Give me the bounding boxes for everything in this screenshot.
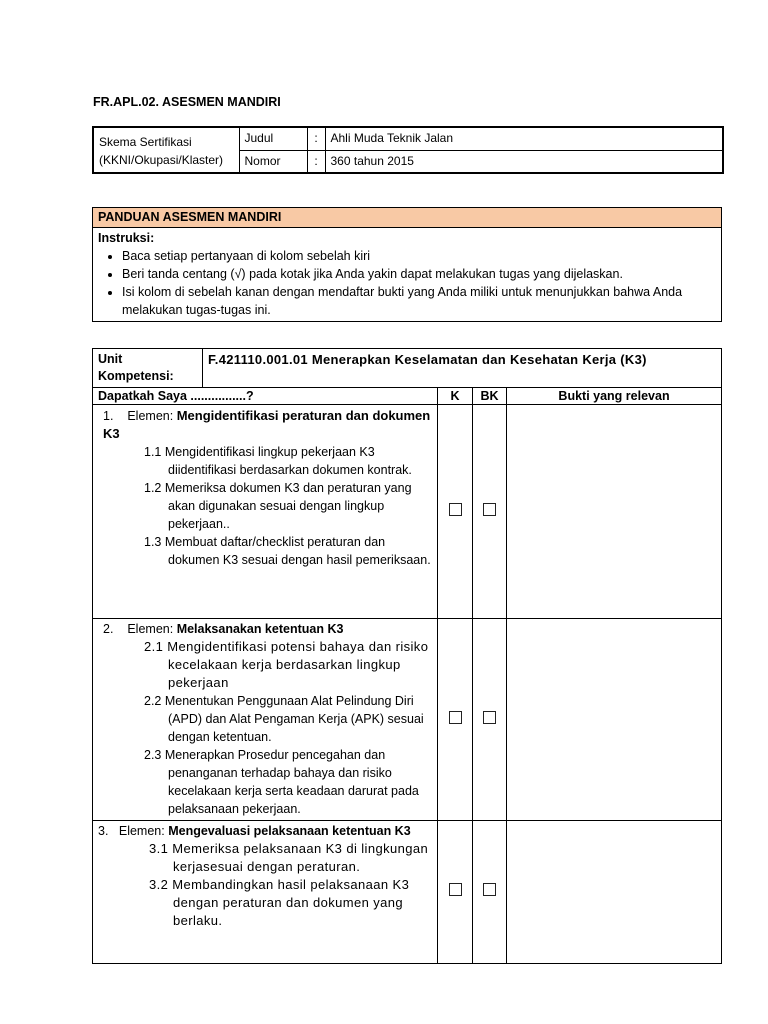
bk-checkbox[interactable]	[483, 711, 496, 724]
element-1-heading: 1. Elemen: Mengidentifikasi peraturan dan dokumen K3	[103, 408, 431, 441]
criterion-2-3: 2.3 Menerapkan Prosedur pencegahan dan penanganan terhadap bahaya dan risiko kecelakaan kerja serta keadaan darurat pada pelaksanaan pekerjaan.	[144, 748, 419, 816]
instruction-item: • Isi kolom di sebelah kanan dengan mendaftar bukti yang Anda miliki untuk menunjukkan bahwa Anda melakukan tugas-tugas ini.	[122, 283, 716, 319]
guide-table	[92, 207, 722, 322]
schema-value-judul: Ahli Muda Teknik Jalan	[325, 127, 723, 150]
instruction-label: Instruksi:	[98, 231, 155, 245]
col-k: K	[438, 388, 473, 405]
col-bk: BK	[473, 388, 507, 405]
schema-label-line2: (KKNI/Okupasi/Klaster)	[99, 153, 224, 167]
document-title: FR.APL.02. ASESMEN MANDIRI	[93, 95, 281, 109]
criterion-3-2: 3.2 Membandingkan hasil pelaksanaan K3 dengan peraturan dan dokumen yang berlaku.	[149, 877, 410, 928]
element-1	[93, 405, 438, 619]
unit-title: F.421110.001.01 Menerapkan Keselamatan dan Kesehatan Kerja (K3)	[203, 349, 722, 388]
k-cell-2	[438, 619, 473, 821]
instruction-item: • Baca setiap pertanyaan di kolom sebelah kiri	[122, 247, 716, 265]
guide-body	[93, 228, 722, 322]
bk-checkbox[interactable]	[483, 883, 496, 896]
criterion-3-1: 3.1 Memeriksa pelaksanaan K3 di lingkungan kerjasesuai dengan peraturan.	[149, 841, 429, 874]
evidence-cell-2[interactable]	[507, 619, 722, 821]
instruction-list	[98, 247, 716, 319]
criterion-1-1: 1.1 Mengidentifikasi lingkup pekerjaan K3 diidentifikasi berdasarkan dokumen kontrak.	[144, 445, 412, 477]
instruction-item: • Beri tanda centang (√) pada kotak jika Anda yakin dapat melakukan tugas yang dijelaskan.	[122, 265, 716, 283]
schema-value-nomor: 360 tahun 2015	[325, 150, 723, 173]
bk-cell-1	[473, 405, 507, 619]
schema-sep: :	[307, 127, 325, 150]
unit-label: Unit Kompetensi:	[93, 349, 203, 388]
guide-header: PANDUAN ASESMEN MANDIRI	[93, 208, 722, 228]
element-2-heading: 2. Elemen: Melaksanakan ketentuan K3	[103, 622, 344, 636]
criterion-1-3: 1.3 Membuat daftar/checklist peraturan dan dokumen K3 sesuai dengan hasil pemeriksaan.	[144, 535, 431, 567]
bk-cell-2	[473, 619, 507, 821]
col-evidence: Bukti yang relevan	[507, 388, 722, 405]
k-checkbox[interactable]	[449, 503, 462, 516]
criterion-2-2: 2.2 Menentukan Penggunaan Alat Pelindung Diri (APD) dan Alat Pengaman Kerja (APK) sesuai dengan ketentuan.	[144, 694, 424, 744]
col-question: Dapatkah Saya ................?	[93, 388, 438, 405]
schema-sep: :	[307, 150, 325, 173]
bk-cell-3	[473, 821, 507, 964]
evidence-cell-1[interactable]	[507, 405, 722, 619]
k-checkbox[interactable]	[449, 711, 462, 724]
schema-label-line1: Skema Sertifikasi	[99, 135, 192, 149]
schema-label	[93, 127, 239, 173]
element-3-heading: 3. Elemen: Mengevaluasi pelaksanaan ketentuan K3	[98, 824, 411, 838]
element-3	[93, 821, 438, 964]
bk-checkbox[interactable]	[483, 503, 496, 516]
criterion-2-1: 2.1 Mengidentifikasi potensi bahaya dan risiko kecelakaan kerja berdasarkan lingkup pekerjaan	[144, 639, 429, 690]
criterion-1-2: 1.2 Memeriksa dokumen K3 dan peraturan yang akan digunakan sesuai dengan lingkup pekerjaan..	[144, 481, 412, 531]
k-cell-1	[438, 405, 473, 619]
schema-table	[92, 126, 724, 174]
element-2	[93, 619, 438, 821]
unit-table	[92, 348, 722, 964]
schema-key-judul: Judul	[239, 127, 307, 150]
evidence-cell-3[interactable]	[507, 821, 722, 964]
k-checkbox[interactable]	[449, 883, 462, 896]
k-cell-3	[438, 821, 473, 964]
schema-key-nomor: Nomor	[239, 150, 307, 173]
